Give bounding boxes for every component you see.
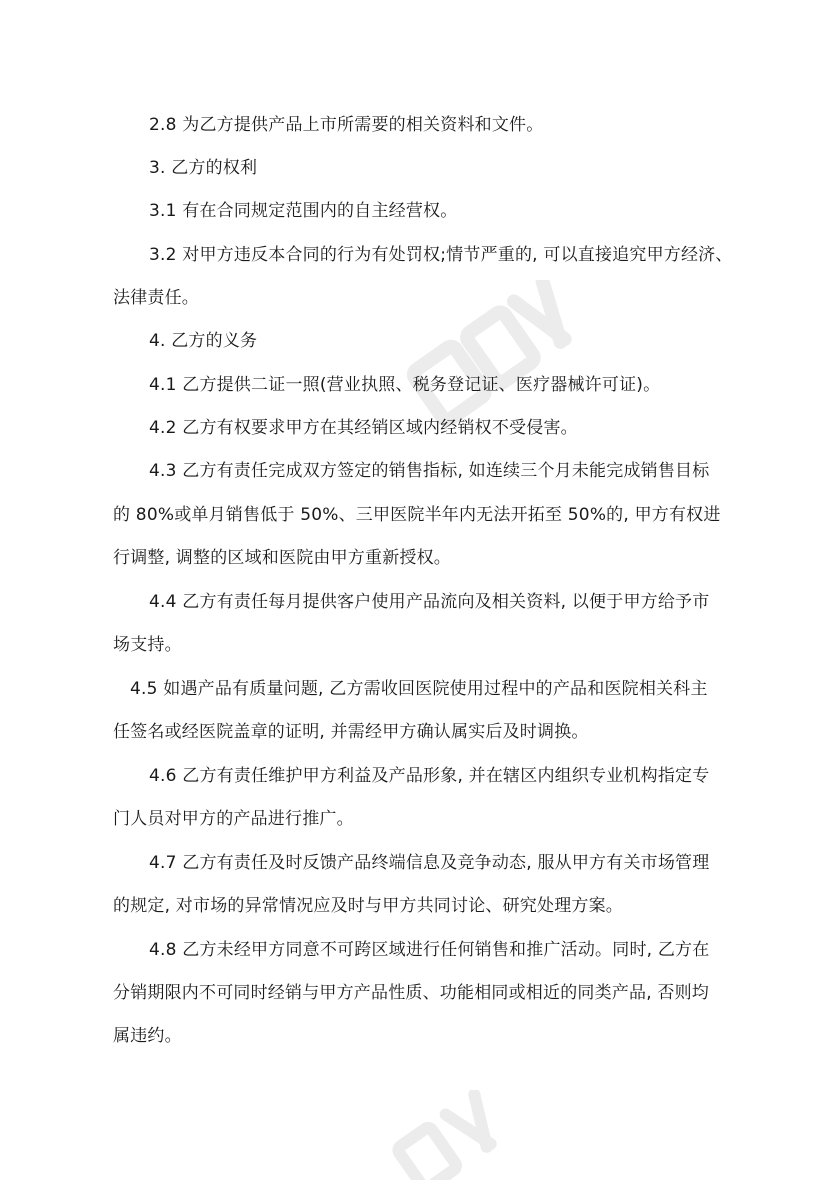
section-heading: 4. 乙方的义务 [149,331,258,351]
text-line: 4.5 如遇产品有质量问题, 乙方需收回医院使用过程中的产品和医院相关科主 [130,679,708,699]
text-line: 4.2 乙方有权要求甲方在其经销区域内经销权不受侵害。 [149,418,578,438]
text-line: 门人员对甲方的产品进行推广。 [113,809,354,829]
watermark-logo-bottom [380,1090,540,1180]
section-heading: 3. 乙方的权利 [149,158,258,178]
text-line: 2.8 为乙方提供产品上市所需要的相关资料和文件。 [149,115,544,135]
text-line: 3.2 对甲方违反本合同的行为有处罚权;情节严重的, 可以直接追究甲方经济、 [149,245,733,265]
text-line: 属违约。 [113,1026,182,1046]
text-line: 任签名或经医院盖章的证明, 并需经甲方确认属实后及时调换。 [113,722,589,742]
text-line: 4.4 乙方有责任每月提供客户使用产品流向及相关资料, 以便于甲方给予市 [149,592,710,612]
text-line: 4.3 乙方有责任完成双方签定的销售指标, 如连续三个月未能完成销售目标 [149,461,710,481]
text-line: 4.8 乙方未经甲方同意不可跨区域进行任何销售和推广活动。同时, 乙方在 [149,940,710,960]
text-line: 行调整, 调整的区域和医院由甲方重新授权。 [113,548,452,568]
text-line: 4.7 乙方有责任及时反馈产品终端信息及竞争动态, 服从甲方有关市场管理 [149,853,710,873]
text-line: 的规定, 对市场的异常情况应及时与甲方共同讨论、研究处理方案。 [113,896,624,916]
text-line: 场支持。 [113,635,182,655]
text-line: 4.1 乙方提供二证一照(营业执照、税务登记证、医疗器械许可证)。 [149,375,661,395]
text-line: 3.1 有在合同规定范围内的自主经营权。 [149,201,458,221]
text-line: 法律责任。 [113,288,199,308]
text-line: 分销期限内不可同时经销与甲方产品性质、功能相同或相近的同类产品, 否则均 [113,983,710,1003]
text-line: 4.6 乙方有责任维护甲方利益及产品形象, 并在辖区内组织专业机构指定专 [149,766,710,786]
text-line: 的 80%或单月销售低于 50%、三甲医院半年内无法开拓至 50%的, 甲方有权进 [113,505,721,525]
